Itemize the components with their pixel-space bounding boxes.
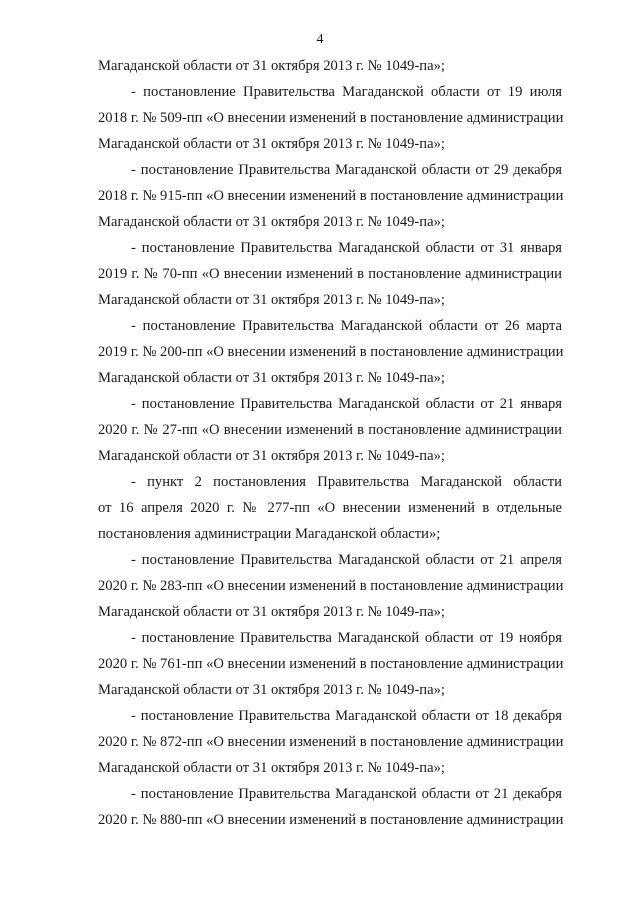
text-line: от 16 апреля 2020 г. № 277-пп «О внесении изменений в отдельные bbox=[98, 500, 562, 516]
text-line: Магаданской области от 31 октября 2013 г. № 1049-па»; bbox=[98, 214, 445, 230]
document-body bbox=[98, 53, 562, 833]
text-line: 2018 г. № 915-пп «О внесении изменений в постановление администрации bbox=[98, 188, 564, 204]
text-line: - постановление Правительства Магаданской области от 21 апреля bbox=[131, 552, 562, 568]
text-line: - постановление Правительства Магаданской области от 19 ноября bbox=[131, 630, 562, 646]
text-line: - постановление Правительства Магаданской области от 31 января bbox=[131, 240, 562, 256]
text-line: 2020 г. № 283-пп «О внесении изменений в постановление администрации bbox=[98, 578, 564, 594]
text-line: - постановление Правительства Магаданской области от 21 декабря bbox=[131, 786, 562, 802]
text-line: 2018 г. № 509-пп «О внесении изменений в постановление администрации bbox=[98, 110, 564, 126]
text-line: Магаданской области от 31 октября 2013 г. № 1049-па»; bbox=[98, 136, 445, 152]
text-line: 2020 г. № 872-пп «О внесении изменений в постановление администрации bbox=[98, 734, 564, 750]
text-line: постановления администрации Магаданской области»; bbox=[98, 526, 441, 542]
text-line: Магаданской области от 31 октября 2013 г. № 1049-па»; bbox=[98, 58, 445, 74]
text-line: Магаданской области от 31 октября 2013 г. № 1049-па»; bbox=[98, 682, 445, 698]
text-line: - пункт 2 постановления Правительства Магаданской области bbox=[131, 474, 562, 490]
page-number: 4 bbox=[316, 32, 324, 47]
text-line: Магаданской области от 31 октября 2013 г. № 1049-па»; bbox=[98, 760, 445, 776]
text-line: - постановление Правительства Магаданской области от 21 января bbox=[131, 396, 562, 412]
text-line: Магаданской области от 31 октября 2013 г. № 1049-па»; bbox=[98, 292, 445, 308]
text-line: - постановление Правительства Магаданской области от 19 июля bbox=[131, 84, 562, 100]
text-line: - постановление Правительства Магаданской области от 18 декабря bbox=[131, 708, 562, 724]
text-line: - постановление Правительства Магаданской области от 29 декабря bbox=[131, 162, 562, 178]
text-line: 2020 г. № 880-пп «О внесении изменений в постановление администрации bbox=[98, 812, 564, 828]
text-line: Магаданской области от 31 октября 2013 г. № 1049-па»; bbox=[98, 604, 445, 620]
text-line: Магаданской области от 31 октября 2013 г. № 1049-па»; bbox=[98, 370, 445, 386]
text-line: 2019 г. № 70-пп «О внесении изменений в постановление администрации bbox=[98, 266, 562, 282]
text-line: - постановление Правительства Магаданской области от 26 марта bbox=[131, 318, 562, 334]
text-line: 2019 г. № 200-пп «О внесении изменений в постановление администрации bbox=[98, 344, 564, 360]
text-line: 2020 г. № 27-пп «О внесении изменений в постановление администрации bbox=[98, 422, 562, 438]
text-line: Магаданской области от 31 октября 2013 г. № 1049-па»; bbox=[98, 448, 445, 464]
text-line: 2020 г. № 761-пп «О внесении изменений в постановление администрации bbox=[98, 656, 564, 672]
